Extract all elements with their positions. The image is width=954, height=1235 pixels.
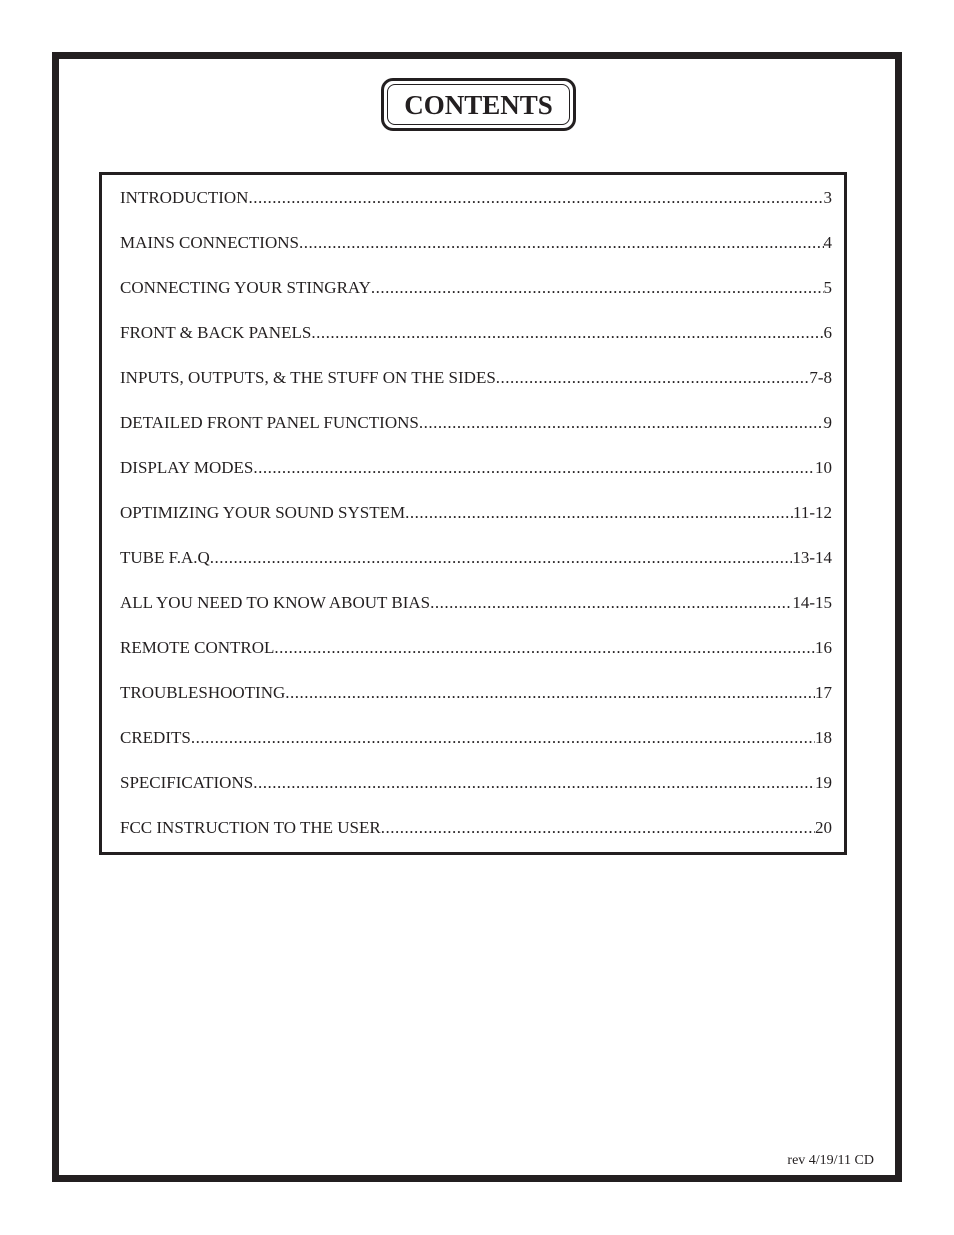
toc-entry-front-back-panels[interactable] [120, 323, 832, 368]
toc-entry-introduction[interactable] [120, 188, 832, 233]
toc-entry-page: 4 [823, 233, 832, 252]
toc-entry-label: ALL YOU NEED TO KNOW ABOUT BIAS [120, 593, 431, 612]
toc-entry-page: 20 [815, 818, 832, 837]
toc-entry-connecting-your-stingray[interactable] [120, 278, 832, 323]
toc-entry-page: 3 [823, 188, 832, 207]
toc-entry-tube-faq[interactable] [120, 548, 832, 593]
revision-note: rev 4/19/11 CD [787, 1153, 874, 1168]
toc-entry-label: FCC INSTRUCTION TO THE USER [120, 818, 381, 837]
toc-entry-inputs-outputs[interactable] [120, 368, 832, 413]
toc-entry-label: TUBE F.A.Q [120, 548, 210, 567]
toc-entry-remote-control[interactable] [120, 638, 832, 683]
toc-entry-label: TROUBLESHOOTING [120, 683, 286, 702]
toc-leader-dots [371, 278, 824, 298]
toc-leader-dots [419, 413, 824, 433]
toc-entry-page: 6 [823, 323, 832, 342]
toc-entry-page: 7-8 [809, 368, 832, 387]
toc-leader-dots [299, 233, 824, 253]
toc-entry-label: SPECIFICATIONS [120, 773, 254, 792]
toc-entry-label: CONNECTING YOUR STINGRAY [120, 278, 371, 297]
toc-leader-dots [210, 548, 793, 568]
toc-entry-page: 10 [815, 458, 832, 477]
title-box [381, 78, 576, 131]
toc-entry-page: 11-12 [792, 503, 832, 522]
toc-entry-page: 16 [815, 638, 832, 657]
toc-entry-troubleshooting[interactable] [120, 683, 832, 728]
toc-leader-dots [285, 683, 815, 703]
toc-list [120, 188, 832, 863]
toc-entry-page: 9 [823, 413, 832, 432]
toc-entry-label: MAINS CONNECTIONS [120, 233, 299, 252]
toc-entry-mains-connections[interactable] [120, 233, 832, 278]
toc-leader-dots [430, 593, 792, 613]
toc-leader-dots [253, 458, 815, 478]
toc-entry-label: REMOTE CONTROL [120, 638, 275, 657]
toc-leader-dots [253, 773, 815, 793]
toc-entry-page: 13-14 [792, 548, 832, 567]
toc-entry-about-bias[interactable] [120, 593, 832, 638]
toc-entry-label: DETAILED FRONT PANEL FUNCTIONS [120, 413, 419, 432]
toc-entry-page: 19 [815, 773, 832, 792]
toc-entry-specifications[interactable] [120, 773, 832, 818]
toc-entry-page: 18 [815, 728, 832, 747]
toc-leader-dots [274, 638, 815, 658]
toc-leader-dots [405, 503, 793, 523]
table-of-contents [99, 172, 847, 855]
toc-entry-label: CREDITS [120, 728, 191, 747]
toc-entry-label: FRONT & BACK PANELS [120, 323, 312, 342]
toc-entry-optimizing-your-sound-system[interactable] [120, 503, 832, 548]
toc-entry-fcc-instruction[interactable] [120, 818, 832, 863]
toc-entry-page: 14-15 [792, 593, 832, 612]
toc-entry-label: DISPLAY MODES [120, 458, 254, 477]
toc-entry-label: OPTIMIZING YOUR SOUND SYSTEM [120, 503, 406, 522]
toc-entry-credits[interactable] [120, 728, 832, 773]
toc-entry-page: 17 [815, 683, 832, 702]
toc-entry-label: INPUTS, OUTPUTS, & THE STUFF ON THE SIDES [120, 368, 496, 387]
toc-leader-dots [311, 323, 823, 343]
toc-leader-dots [496, 368, 810, 388]
page-title: CONTENTS [404, 90, 553, 120]
toc-leader-dots [191, 728, 815, 748]
toc-leader-dots [248, 188, 823, 208]
toc-leader-dots [381, 818, 815, 838]
toc-entry-display-modes[interactable] [120, 458, 832, 503]
toc-entry-detailed-front-panel-functions[interactable] [120, 413, 832, 458]
toc-entry-label: INTRODUCTION [120, 188, 249, 207]
toc-entry-page: 5 [823, 278, 832, 297]
